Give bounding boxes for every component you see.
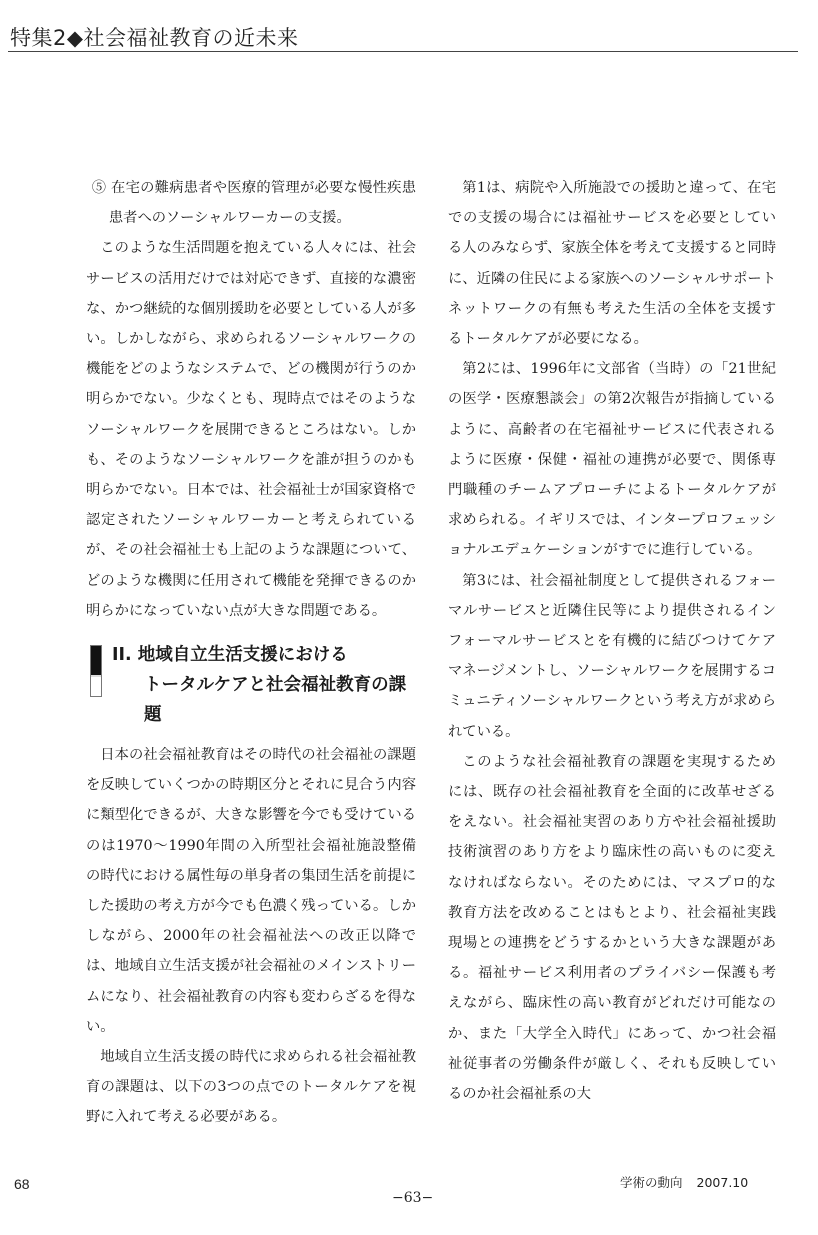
- scan-page-number: −63−: [392, 1190, 434, 1206]
- header-rule: [8, 51, 798, 52]
- journal-issue: 2007.10: [696, 1175, 749, 1190]
- left-column: [86, 173, 416, 1133]
- list-item-5: ⑤ 在宅の難病患者や医療的管理が必要な慢性疾患患者へのソーシャルワーカーの支援。: [91, 180, 416, 227]
- heading-marker-icon: [90, 645, 102, 697]
- journal-name: 学術の動向: [620, 1175, 683, 1190]
- paragraph: 第2には、1996年に文部省（当時）の「21世紀の医学・医療懇談会」の第2次報告が指摘しているように、高齢者の在宅福祉サービスに代表されるように医療・保健・福祉の連携が必要で、関係専門職種のチームアプローチによるトータルケアが求められる。イギリスでは、インタープロフェッショナルエデュケーションがすでに進行している。: [448, 361, 776, 559]
- section-heading-line1: II. 地域自立生活支援における: [112, 645, 348, 666]
- page-number: 68: [14, 1176, 30, 1192]
- paragraph: 地域自立生活支援の時代に求められる社会福祉教育の課題は、以下の3つの点でのトータルケアを視野に入れて考える必要がある。: [86, 1049, 416, 1126]
- right-column: [448, 173, 776, 1109]
- paragraph: 第3には、社会福祉制度として提供されるフォーマルサービスと近隣住民等により提供されるインフォーマルサービスとを有機的に結びつけてケアマネージメントし、ソーシャルワークを展開するコミュニティソーシャルワークという考え方が求められている。: [448, 572, 776, 740]
- paragraph: 日本の社会福祉教育はその時代の社会福祉の課題を反映していくつかの時期区分とそれに見合う内容に類型化できるが、大きな影響を今でも受けているのは1970〜1990年間の入所型社会福祉施設整備の時代における属性毎の単身者の集団生活を前提にした援助の考え方が今でも色濃く残っている。しかしながら、2000年の社会福祉法への改正以降では、地域自立生活支援が社会福祉のメインストリームになり、社会福祉教育の内容も変わらざるを得ない。: [86, 747, 416, 1035]
- running-header-title: 特集2◆社会福祉教育の近未来: [10, 26, 299, 50]
- paragraph: このような生活問題を抱えている人々には、社会サービスの活用だけでは対応できず、直接的な濃密な、かつ継続的な個別援助を必要としている人が多い。しかしながら、求められるソーシャルワークの機能をどのようなシステムで、どの機関が行うのか明らかでない。少なくとも、現時点ではそのようなソーシャルワークを展開できるところはない。しかも、そのようなソーシャルワークを誰が担うのかも明らかでない。日本では、社会福祉士が国家資格で認定されたソーシャルワーカーと考えられているが、その社会福祉士も上記のような課題について、どのような機関に任用されて機能を発揮できるのか明らかになっていない点が大きな問題である。: [86, 240, 416, 619]
- journal-footer: [620, 1173, 748, 1191]
- section-heading-line2: トータルケアと社会福祉教育の課題: [144, 675, 407, 726]
- paragraph: このような社会福祉教育の課題を実現するためには、既存の社会福祉教育を全面的に改革せざるをえない。社会福祉実習のあり方や社会福祉援助技術演習のあり方をより臨床性の高いものに変えなければならない。そのためには、マスプロ的な教育方法を改めることはもとより、社会福祉実践現場との連携をどうするかという大きな課題がある。福祉サービス利用者のプライバシー保護も考えながら、臨床性の高い教育がどれだけ可能なのか、また「大学全入時代」にあって、かつ社会福祉従事者の労働条件が厳しく、それも反映しているのか社会福祉系の大: [448, 753, 776, 1103]
- paragraph: 第1は、病院や入所施設での援助と違って、在宅での支援の場合には福祉サービスを必要としている人のみならず、家族全体を考えて支援すると同時に、近隣の住民による家族へのソーシャルサポートネットワークの有無も考えた生活の全体を支援するトータルケアが必要になる。: [448, 180, 776, 348]
- running-header: [8, 20, 798, 56]
- section-heading: [86, 640, 416, 730]
